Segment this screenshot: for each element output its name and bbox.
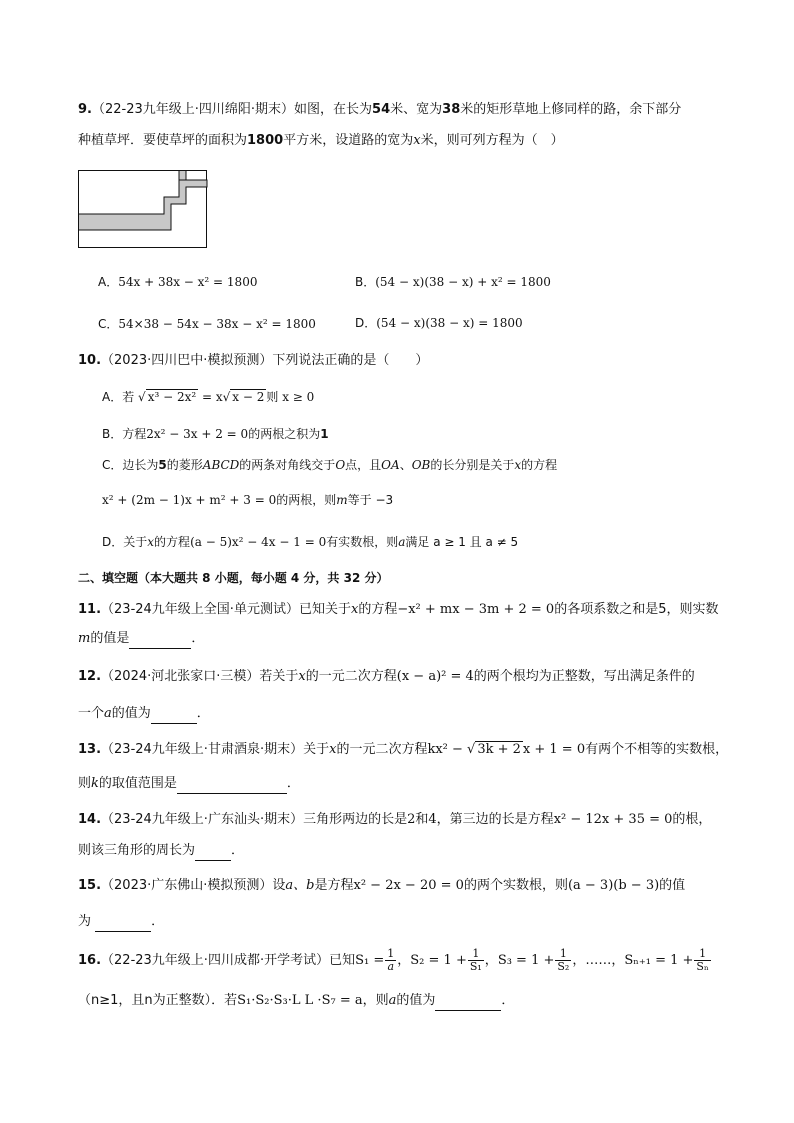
q10-stem: 10.（2023·四川巴中·模拟预测）下列说法正确的是（ ） xyxy=(78,353,429,368)
q12-number: 12. xyxy=(78,669,102,684)
q10-option-c-cont: x² + (2m − 1)x + m² + 3 = 0的两根，则m等于 −3 xyxy=(102,493,394,507)
q13-number: 13. xyxy=(78,742,102,757)
q9-line-2: 种植草坪．要使草坪的面积为1800平方米，设道路的宽为x米，则可列方程为（ ） xyxy=(78,133,564,148)
q9-option-c[interactable]: C．54×38 − 54x − 38x − x² = 1800 xyxy=(98,317,316,331)
q10-number: 10. xyxy=(78,353,102,368)
q16-fraction-1-over-s2: $\frac{1}{\text{S₂}}$ xyxy=(557,947,570,973)
q12-answer-blank[interactable] xyxy=(151,705,197,724)
q14-answer-blank[interactable] xyxy=(195,842,231,861)
q16-line-2: （n≥1，且n为正整数）．若S₁·S₂·S₃·L L ·S₇ = a，则a的值为 ． xyxy=(78,992,514,1011)
section-2-heading: 二、填空题（本大题共 8 小题，每小题 4 分，共 32 分） xyxy=(78,571,389,585)
q15-line-2: 为 ． xyxy=(78,913,164,932)
q13-line-1: 13.（23-24九年级上·甘肃酒泉·期末）关于x的一元二次方程kx² − √ 3k + 2 x + 1 = 0有两个不相等的实数根， xyxy=(78,742,729,757)
q11-line-1: 11.（23-24九年级上全国·单元测试）已知关于x的方程−x² + mx − 3m + 2 = 0的各项系数之和是5，则实数 xyxy=(78,602,719,617)
q11-number: 11. xyxy=(78,602,102,617)
q10-option-a[interactable]: A．若 √ x³ − 2x² = x√ x − 2 则 x ≥ 0 xyxy=(102,390,315,404)
q14-line-2: 则该三角形的周长为 ． xyxy=(78,842,244,861)
q13-answer-blank[interactable] xyxy=(177,775,287,794)
q12-line-2: 一个a的值为 ． xyxy=(78,705,210,724)
q14-number: 14. xyxy=(78,812,102,827)
q15-line-1: 15.（2023·广东佛山·模拟预测）设a、b是方程x² − 2x − 20 = 0的两个实数根，则(a − 3)(b − 3)的值 xyxy=(78,878,686,893)
q9-option-a[interactable]: A．54x + 38x − x² = 1800 xyxy=(98,275,258,289)
q16-fraction-1-over-sn: $\frac{1}{\text{Sₙ}}$ xyxy=(696,947,709,973)
q15-answer-blank[interactable] xyxy=(95,913,151,932)
q11-answer-blank[interactable] xyxy=(129,630,191,649)
q14-line-1: 14.（23-24九年级上·广东汕头·期末）三角形两边的长是2和4，第三边的长是方程x² − 12x + 35 = 0的根， xyxy=(78,812,712,827)
q12-line-1: 12.（2024·河北张家口·三模）若关于x的一元二次方程(x − a)² = 4的两个根均为正整数，写出满足条件的 xyxy=(78,669,695,684)
q9-source: （22-23九年级上·四川绵阳·期末） xyxy=(91,102,295,117)
q10-option-d[interactable]: D．关于x的方程(a − 5)x² − 4x − 1 = 0有实数根，则a满足 a ≥ 1 且 a ≠ 5 xyxy=(102,535,519,549)
q16-fraction-1-over-a: $\frac{1}{a}$ xyxy=(387,947,395,973)
q9-line-1: 9.（22-23九年级上·四川绵阳·期末）如图，在长为54米、宽为38米的矩形草地上修同样的路，余下部分 xyxy=(78,102,682,117)
q9-number: 9. xyxy=(78,102,92,117)
q11-line-2: m的值是 ． xyxy=(78,630,204,649)
q15-number: 15. xyxy=(78,878,102,893)
q16-fraction-1-over-s1: $\frac{1}{\text{S₁}}$ xyxy=(469,947,482,973)
q9-road-figure xyxy=(78,170,208,250)
q10-source: （2023·四川巴中·模拟预测） xyxy=(101,353,273,368)
q10-option-b[interactable]: B．方程2x² − 3x + 2 = 0的两根之积为1 xyxy=(102,427,329,441)
q13-line-2: 则k的取值范围是 ． xyxy=(78,775,300,794)
q10-option-c[interactable]: C．边长为5的菱形ABCD的两条对角线交于O点，且OA、OB的长分别是关于x的方程 xyxy=(102,458,558,472)
q16-line-1: 16.（22-23九年级上·四川成都·开学考试）已知S₁ = $\frac{1}{a}$ ，S₂ = 1 + $\frac{1}{\text{S₁}}$ ，S₃ = 1 + $\frac{1}{\text{S₂}}$ ，……，Sₙ₊₁ = 1 + $\frac{1}{\text{Sₙ}}$ xyxy=(78,947,709,973)
q16-number: 16. xyxy=(78,953,102,968)
q9-option-b[interactable]: B．(54 − x)(38 − x) + x² = 1800 xyxy=(355,275,551,289)
q9-option-d[interactable]: D．(54 − x)(38 − x) = 1800 xyxy=(355,316,523,330)
q16-answer-blank[interactable] xyxy=(435,992,501,1011)
